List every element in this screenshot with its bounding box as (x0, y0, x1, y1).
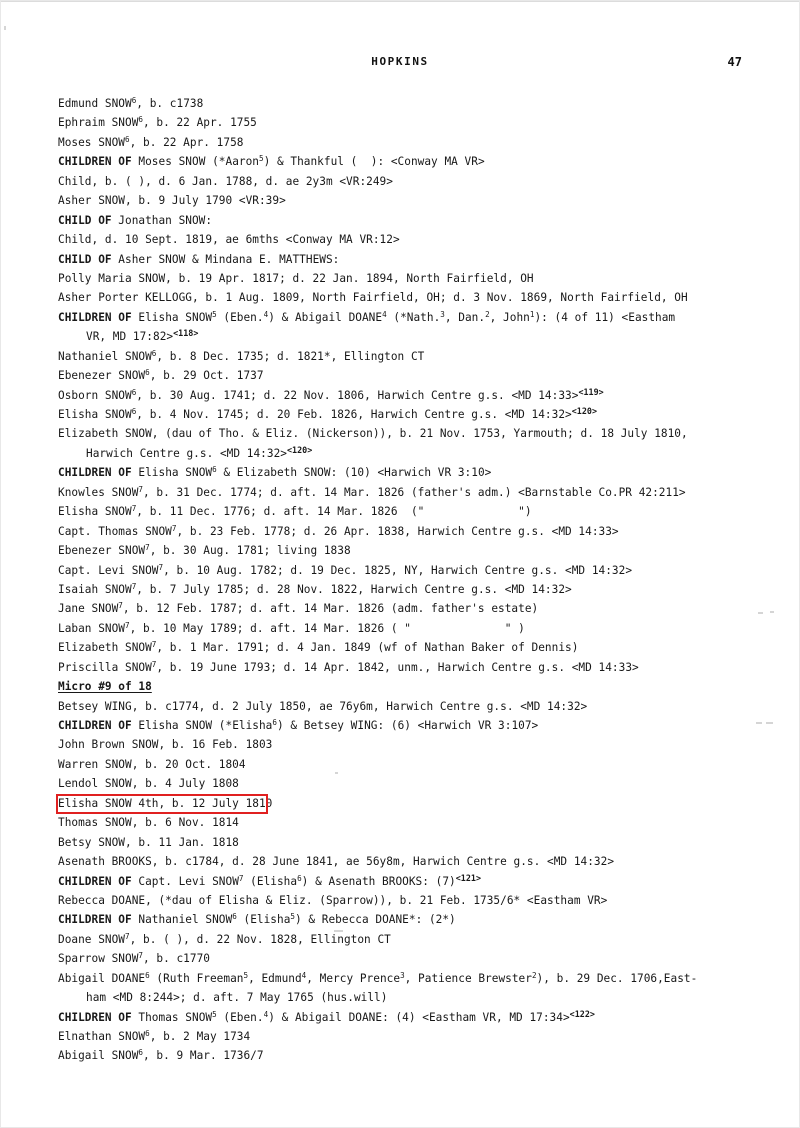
line-text: Child, b. ( ), d. 6 Jan. 1788, d. ae 2y3m <VR:249> (58, 174, 393, 188)
line-text: Asher Porter KELLOGG, b. 1 Aug. 1809, North Fairfield, OH; d. 3 Nov. 1869, North Fairfield, OH (58, 291, 688, 305)
genealogy-line (58, 113, 748, 132)
children-of-label: CHILDREN OF (58, 874, 132, 888)
line-text: Elisha SNOW$^5$ (Eben.$^4$) & Abigail DOANE$^4$ (*Nath.$^3$, Dan.$^2$, John$^1$): (4 of 11) <Eastham (131, 309, 676, 324)
line-text: Elisha SNOW$^7$, b. 11 Dec. 1776; d. aft. 14 Mar. 1826 (" ") (58, 504, 532, 519)
family-group-heading (58, 152, 748, 171)
scan-artifact (770, 611, 774, 613)
line-text: Nathaniel SNOW$^6$, b. 8 Dec. 1735; d. 1821*, Ellington CT (58, 348, 425, 363)
children-of-label: CHILD OF (58, 252, 112, 266)
line-text: Child, d. 10 Sept. 1819, ae 6mths <Conway MA VR:12> (58, 233, 400, 247)
micro-reel-label: Micro #9 of 18 (58, 680, 152, 694)
line-text: Elizabeth SNOW$^7$, b. 1 Mar. 1791; d. 4 Jan. 1849 (wf of Nathan Baker of Dennis) (58, 640, 579, 655)
children-of-label: CHILDREN OF (58, 1010, 132, 1024)
line-text: Asher SNOW & Mindana E. MATTHEWS: (111, 252, 340, 266)
genealogy-line (58, 230, 748, 249)
genealogy-line (58, 94, 748, 113)
line-text: Betsey WING, b. c1774, d. 2 July 1850, ae 76y6m, Harwich Centre g.s. <MD 14:32> (58, 699, 588, 713)
genealogy-line (58, 561, 748, 580)
genealogy-line (58, 444, 748, 463)
line-text: Asher SNOW, b. 9 July 1790 <VR:39> (58, 194, 286, 208)
children-of-label: CHILD OF (58, 213, 112, 227)
line-text: Ebenezer SNOW$^6$, b. 29 Oct. 1737 (58, 368, 264, 383)
genealogy-line (58, 697, 748, 716)
line-text: Jonathan SNOW: (111, 213, 213, 227)
genealogy-line (58, 988, 748, 1007)
line-text: Nathaniel SNOW$^6$ (Elisha$^5$) & Rebecca DOANE*: (2*) (131, 912, 456, 927)
line-text: Sparrow SNOW$^7$, b. c1770 (58, 951, 210, 966)
family-group-heading (58, 872, 748, 891)
line-text: VR, MD 17:82>$^{<118>}$ (86, 328, 199, 344)
genealogy-line (58, 658, 748, 677)
scan-artifact (756, 722, 762, 724)
genealogy-line (58, 930, 748, 949)
genealogy-line (58, 366, 748, 385)
scan-artifact (4, 26, 6, 30)
genealogy-line (58, 891, 748, 910)
family-group-heading (58, 463, 748, 482)
genealogy-line (58, 755, 748, 774)
line-text: John Brown SNOW, b. 16 Feb. 1803 (58, 738, 273, 752)
line-text: Priscilla SNOW$^7$, b. 19 June 1793; d. 14 Apr. 1842, unm., Harwich Centre g.s. <MD 14:33> (58, 659, 639, 674)
line-text: Jane SNOW$^7$, b. 12 Feb. 1787; d. aft. 14 Mar. 1826 (adm. father's estate) (58, 601, 539, 616)
line-text: Capt. Levi SNOW$^7$ (Elisha$^6$) & Asenath BROOKS: $(7)^{<121>}$ (131, 872, 482, 888)
genealogy-line (58, 833, 748, 852)
genealogy-line (58, 619, 748, 638)
genealogy-line (58, 794, 748, 813)
genealogy-line (58, 483, 748, 502)
line-text: Harwich Centre g.s. <MD 14:32>$^{<120>}$ (86, 444, 313, 460)
genealogy-line (58, 949, 748, 968)
family-group-heading (58, 910, 748, 929)
line-text: Rebecca DOANE, (*dau of Elisha & Eliz. (Sparrow)), b. 21 Feb. 1735/6* <Eastham VR> (58, 893, 608, 907)
genealogy-line (58, 405, 748, 424)
line-text: Lendol SNOW, b. 4 July 1808 (58, 777, 239, 791)
line-text: Elisha SNOW (*Elisha$^6$) & Betsey WING: (6) <Harwich VR 3:107> (131, 718, 539, 732)
line-text: Elisha SNOW 4th, b. 12 July 1810 (58, 796, 273, 810)
genealogy-line (58, 191, 748, 210)
family-group-heading (58, 211, 748, 230)
genealogy-line (58, 133, 748, 152)
line-text: Abigail SNOW$^6$, b. 9 Mar. 1736/7 (58, 1048, 264, 1063)
scan-artifact (766, 722, 773, 724)
line-text: Elizabeth SNOW, (dau of Tho. & Eliz. (Nickerson)), b. 21 Nov. 1753, Yarmouth; d. 18 July 1810, (58, 427, 688, 441)
line-text: Ebenezer SNOW$^7$, b. 30 Aug. 1781; living 1838 (58, 543, 351, 558)
line-text: Isaiah SNOW$^7$, b. 7 July 1785; d. 28 Nov. 1822, Harwich Centre g.s. <MD 14:32> (58, 581, 572, 596)
genealogy-line (58, 327, 748, 346)
children-of-label: CHILDREN OF (58, 719, 132, 732)
line-text: Thomas SNOW, b. 6 Nov. 1814 (58, 816, 239, 830)
genealogy-line (58, 735, 748, 754)
genealogy-line (58, 347, 748, 366)
genealogy-line (58, 269, 748, 288)
line-text: Moses SNOW$^6$, b. 22 Apr. 1758 (58, 134, 244, 149)
family-group-heading (58, 1008, 748, 1027)
children-of-label: CHILDREN OF (58, 913, 132, 927)
line-text: Abigail DOANE$^6$ (Ruth Freeman$^5$, Edmund$^4$, Mercy Prence$^3$, Patience Brewster$^2$), b. 29 Dec. 1706,East- (58, 970, 698, 985)
line-text: Moses SNOW (*Aaron$^5$) & Thankful ( ): <Conway MA VR> (131, 154, 485, 169)
genealogy-line (58, 852, 748, 871)
line-text: ham <MD 8:244>; d. aft. 7 May 1765 (hus.will) (86, 991, 388, 1005)
genealogy-line (58, 813, 748, 832)
genealogy-line (58, 599, 748, 618)
genealogy-line (58, 1046, 748, 1065)
genealogy-line (58, 424, 748, 443)
line-text: Elnathan SNOW$^6$, b. 2 May 1734 (58, 1029, 251, 1043)
genealogy-line (58, 172, 748, 191)
line-text: Capt. Thomas SNOW$^7$, b. 23 Feb. 1778; d. 26 Apr. 1838, Harwich Centre g.s. <MD 14:33> (58, 523, 619, 538)
genealogy-line (58, 541, 748, 560)
line-text: Ephraim SNOW$^6$, b. 22 Apr. 1755 (58, 115, 257, 130)
line-text: Elisha SNOW$^6$ & Elizabeth SNOW: (10) <Harwich VR 3:10> (131, 465, 492, 480)
children-of-label: CHILDREN OF (58, 310, 132, 324)
genealogy-line (58, 386, 748, 405)
page-number: 47 (727, 55, 742, 69)
line-text: Osborn SNOW$^6$, b. 30 Aug. 1741; d. 22 Nov. 1806, Harwich Centre g.s. <MD 14:33>$^{<119>}$ (58, 386, 604, 402)
line-text: Betsy SNOW, b. 11 Jan. 1818 (58, 835, 239, 849)
genealogy-line (58, 1027, 748, 1046)
line-text: Elisha SNOW$^6$, b. 4 Nov. 1745; d. 20 Feb. 1826, Harwich Centre g.s. <MD 14:32>$^{<120>}$ (58, 406, 598, 421)
page-header-title: HOPKINS (371, 55, 429, 68)
family-group-heading (58, 308, 748, 327)
genealogy-line (58, 580, 748, 599)
genealogy-line (58, 288, 748, 307)
scan-artifact (758, 612, 763, 614)
line-text: Asenath BROOKS, b. c1784, d. 28 June 1841, ae 56y8m, Harwich Centre g.s. <MD 14:32> (58, 855, 615, 869)
genealogy-line (58, 774, 748, 793)
line-text: Doane SNOW$^7$, b. ( ), d. 22 Nov. 1828, Ellington CT (58, 931, 391, 946)
line-text: Thomas SNOW$^5$ (Eben.$^4$) & Abigail DOANE: (4) <Eastham VR, MD 17:34>$^{<122>}$ (131, 1008, 595, 1024)
line-text: Knowles SNOW$^7$, b. 31 Dec. 1774; d. aft. 14 Mar. 1826 (father's adm.) <Barnstable Co.PR 42:211> (58, 484, 686, 499)
genealogy-entry-list (58, 94, 748, 1066)
page-header (58, 55, 742, 71)
genealogy-line (58, 969, 748, 988)
genealogy-line (58, 638, 748, 657)
section-heading (58, 677, 748, 696)
line-text: Capt. Levi SNOW$^7$, b. 10 Aug. 1782; d. 19 Dec. 1825, NY, Harwich Centre g.s. <MD 14:32> (58, 562, 633, 577)
genealogy-line (58, 502, 748, 521)
children-of-label: CHILDREN OF (58, 466, 132, 480)
line-text: Warren SNOW, b. 20 Oct. 1804 (58, 757, 246, 771)
line-text: Polly Maria SNOW, b. 19 Apr. 1817; d. 22 Jan. 1894, North Fairfield, OH (58, 271, 534, 285)
line-text: Laban SNOW$^7$, b. 10 May 1789; d. aft. 14 Mar. 1826 ( " " ) (58, 620, 525, 635)
children-of-label: CHILDREN OF (58, 155, 132, 169)
line-text: Edmund SNOW$^6$, b. c1738 (58, 96, 204, 110)
family-group-heading (58, 250, 748, 269)
genealogy-line (58, 522, 748, 541)
family-group-heading (58, 716, 748, 735)
